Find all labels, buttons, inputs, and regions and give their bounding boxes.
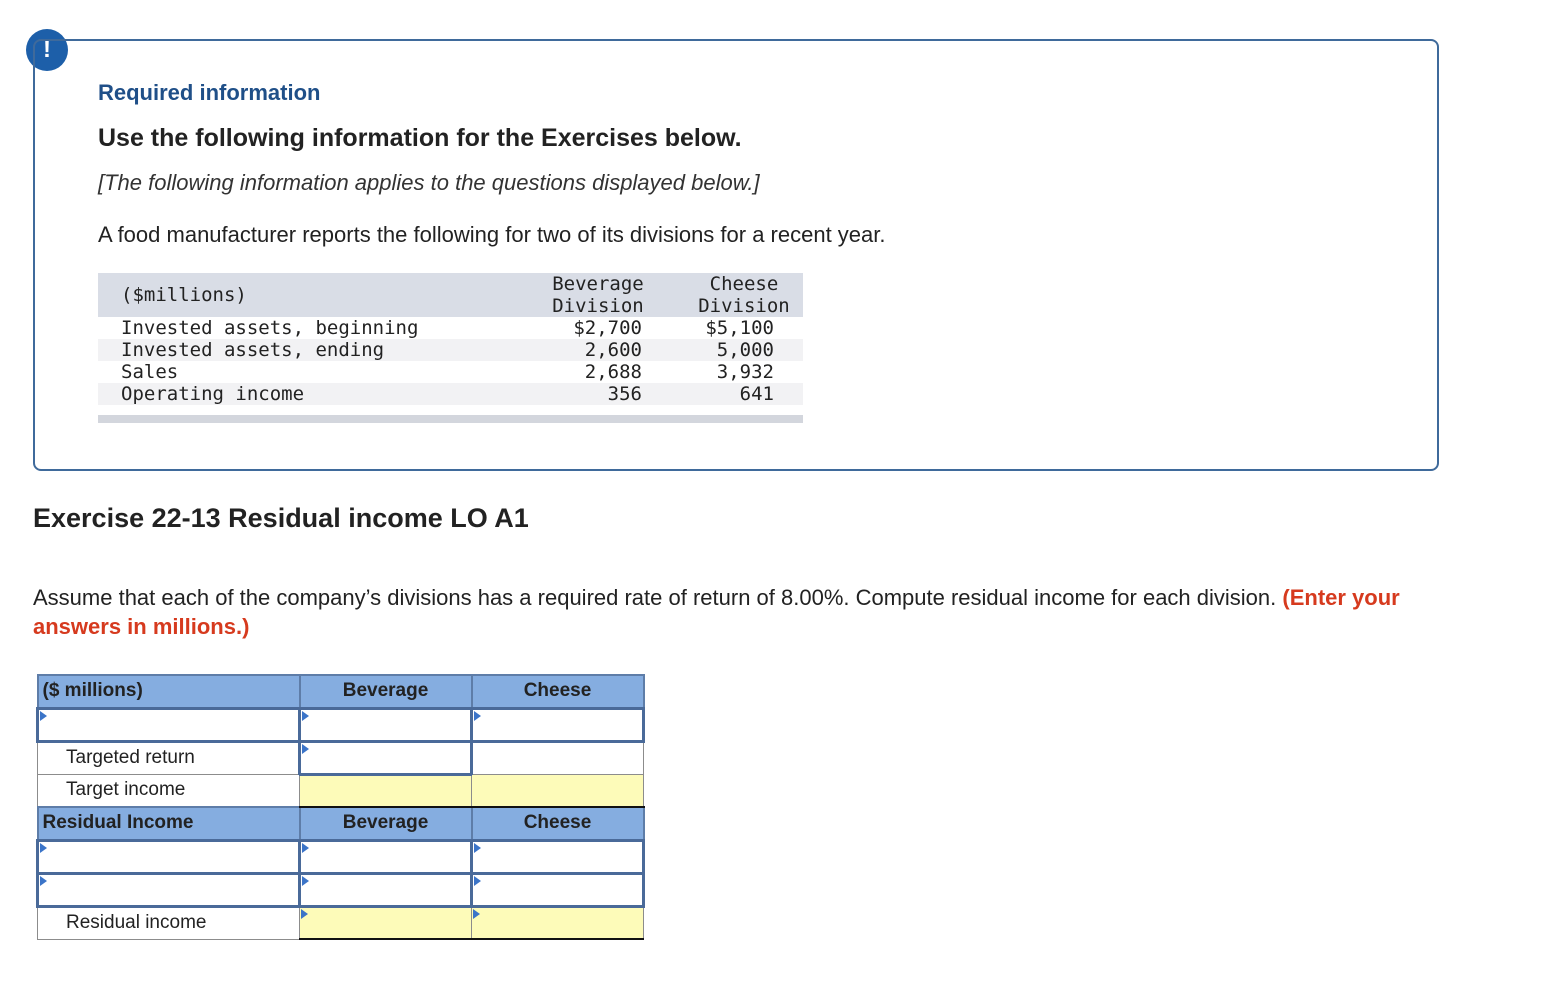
residual-income-header: Residual Income: [38, 807, 300, 840]
cheese-residual-income-input[interactable]: [472, 906, 644, 939]
cheese-residual-input[interactable]: [472, 840, 644, 873]
beverage-value: $2,700: [573, 317, 642, 339]
table-row: [38, 774, 644, 807]
table-row: [98, 383, 803, 405]
dropdown-arrow-icon: [40, 876, 47, 886]
cheese-target-income-input[interactable]: [472, 774, 644, 807]
exclamation-icon: !: [26, 29, 68, 71]
residual-row-label-input[interactable]: [38, 873, 300, 906]
table-row: [38, 708, 644, 741]
cheese-targeted-return-input[interactable]: [472, 741, 644, 774]
cheese-input[interactable]: [472, 708, 644, 741]
dropdown-arrow-icon: [474, 876, 481, 886]
targeted-return-label: Targeted return: [38, 741, 300, 774]
header-line: Cheese: [709, 273, 779, 295]
beverage-residual-input[interactable]: [300, 840, 472, 873]
cheese-residual-input[interactable]: [472, 873, 644, 906]
residual-income-worksheet: [36, 674, 645, 940]
cheese-value: $5,100: [705, 317, 774, 339]
header-line: Division: [552, 295, 644, 317]
table-footer-bar: [98, 415, 803, 423]
intro-text: A food manufacturer reports the following for two of its divisions for a recent year.: [98, 222, 886, 247]
worksheet-header-cheese: Cheese: [472, 675, 644, 708]
table-row: [98, 317, 803, 339]
dropdown-arrow-icon: [40, 843, 47, 853]
header-line: Division: [698, 295, 790, 317]
worksheet-header-label: ($ millions): [38, 675, 300, 708]
dropdown-arrow-icon: [302, 843, 309, 853]
beverage-targeted-return-input[interactable]: [300, 741, 472, 774]
prompt-emphasis: (Enter your answers in millions.): [33, 585, 1400, 639]
beverage-residual-input[interactable]: [300, 873, 472, 906]
beverage-value: 2,688: [584, 361, 642, 383]
dropdown-arrow-icon: [473, 909, 480, 919]
worksheet-header-row: [38, 675, 644, 708]
residual-income-label: Residual income: [38, 906, 300, 939]
prompt-text: Assume that each of the company’s divisions has a required rate of return of 8.00%. Compute residual income for each division.: [33, 585, 1283, 610]
division-data-table: [98, 273, 803, 423]
table-header: [98, 273, 803, 317]
table-row: [38, 873, 644, 906]
table-row: [98, 339, 803, 361]
beverage-target-income-input[interactable]: [300, 774, 472, 807]
beverage-value: 356: [607, 383, 642, 405]
row-label: Operating income: [121, 383, 305, 405]
table-row: [38, 906, 644, 939]
residual-row-label-input[interactable]: [38, 840, 300, 873]
beverage-division-header: [538, 273, 658, 317]
cheese-value: 641: [739, 383, 774, 405]
table-row: [98, 361, 803, 383]
cheese-value: 5,000: [716, 339, 774, 361]
worksheet-header-beverage: Beverage: [300, 675, 472, 708]
row-label: Invested assets, beginning: [121, 317, 419, 339]
beverage-value: 2,600: [584, 339, 642, 361]
dropdown-arrow-icon: [301, 909, 308, 919]
row-label: Sales: [121, 361, 179, 383]
dropdown-arrow-icon: [302, 744, 309, 754]
dropdown-arrow-icon: [474, 843, 481, 853]
beverage-input[interactable]: [300, 708, 472, 741]
table-row: [38, 741, 644, 774]
row-label: Invested assets, ending: [121, 339, 385, 361]
worksheet-header-row: [38, 807, 644, 840]
residual-header-cheese: Cheese: [472, 807, 644, 840]
dropdown-arrow-icon: [302, 711, 309, 721]
unit-label: ($millions): [121, 284, 247, 306]
dropdown-arrow-icon: [302, 876, 309, 886]
beverage-residual-income-input[interactable]: [300, 906, 472, 939]
cheese-division-header: [684, 273, 804, 317]
applies-note: [The following information applies to the questions displayed below.]: [98, 170, 760, 195]
required-info-title: Required information: [98, 80, 321, 105]
exercise-prompt: [33, 583, 1473, 641]
residual-header-beverage: Beverage: [300, 807, 472, 840]
target-income-label: Target income: [38, 774, 300, 807]
cheese-value: 3,932: [716, 361, 774, 383]
row-label-input[interactable]: [38, 708, 300, 741]
exercise-title: Exercise 22-13 Residual income LO A1: [33, 503, 529, 533]
dropdown-arrow-icon: [474, 711, 481, 721]
header-line: Beverage: [552, 273, 644, 295]
instructions-heading: Use the following information for the Exercises below.: [98, 124, 742, 152]
table-row: [38, 840, 644, 873]
dropdown-arrow-icon: [40, 711, 47, 721]
